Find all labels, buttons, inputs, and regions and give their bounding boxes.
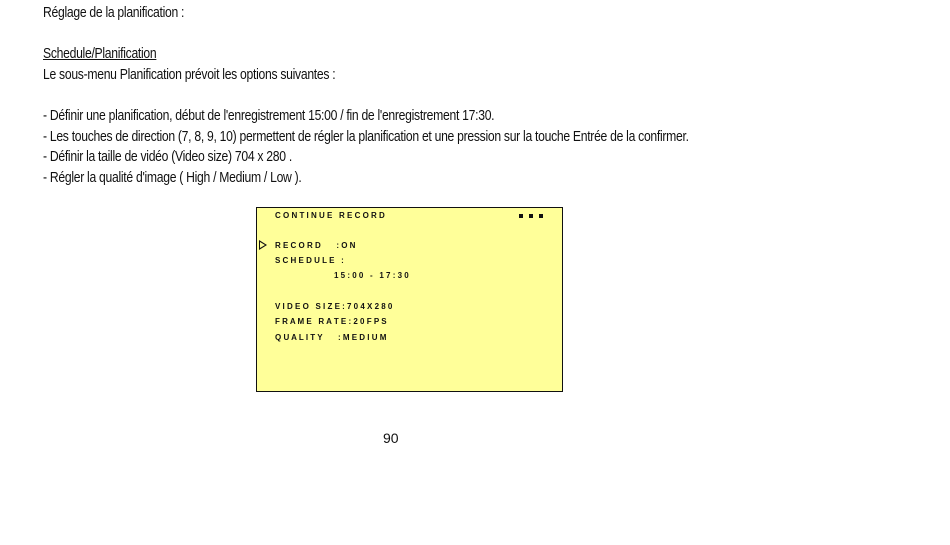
osd-title: C O N T I N U E R E C O R D: [275, 211, 385, 220]
osd-menu-screenshot: [256, 207, 563, 392]
bullet-item: - Définir une planification, début de l'enregistrement 15:00 / fin de l'enregistrement 17:30.: [43, 108, 495, 124]
triangle-right-icon: [259, 240, 267, 250]
bullet-item: - Les touches de direction (7, 8, 9, 10) permettent de régler la planification et une pression sur la touche Entrée de la confirmer.: [43, 129, 689, 145]
intro-text: Le sous-menu Planification prévoit les options suivantes :: [43, 67, 336, 83]
osd-status-indicators: [519, 214, 543, 218]
osd-frame-rate-line: F R A M E R A T E : 2 0 F P S: [275, 317, 387, 326]
square-icon: [519, 214, 523, 218]
page-number: 90: [383, 430, 399, 446]
bullet-item: - Définir la taille de vidéo (Video size) 704 x 280 .: [43, 149, 292, 165]
osd-schedule-line: S C H E D U L E :: [275, 256, 344, 265]
page-heading: Réglage de la planification :: [43, 5, 185, 21]
osd-quality-line: Q U A L I T Y : M E D I U M: [275, 333, 387, 342]
osd-video-size-line: V I D E O S I Z E : 7 0 4 X 2 8 0: [275, 302, 393, 311]
section-title: Schedule/Planification: [43, 46, 157, 62]
osd-record-line: R E C O R D : O N: [275, 241, 356, 250]
bullet-item: - Régler la qualité d'image ( High / Medium / Low ).: [43, 170, 302, 186]
square-icon: [539, 214, 543, 218]
osd-schedule-time: 1 5 : 0 0 - 1 7 : 3 0: [334, 271, 409, 280]
square-icon: [529, 214, 533, 218]
